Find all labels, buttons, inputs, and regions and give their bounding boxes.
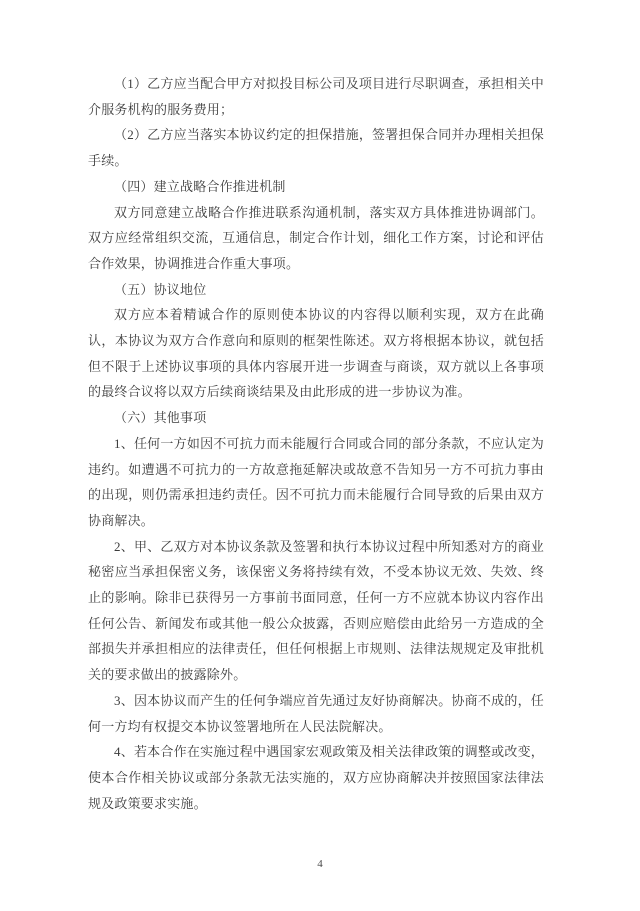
clause-paragraph: 1、任何一方如因不可抗力而未能履行合同或合同的部分条款，不应认定为违约。如遭遇不可抗力的一方故意拖延解决或故意不告知另一方不可抗力事由的出现，则仍需承担违约责任。因不可抗力而未能履行合同导致的后果由双方协商解决。 <box>88 435 544 528</box>
clause-paragraph: 3、因本协议而产生的任何争端应首先通过友好协商解决。协商不成的，任何一方均有权提交本协议签署地所在人民法院解决。 <box>88 692 544 734</box>
section-heading: （六）其他事项 <box>114 410 207 426</box>
clause-paragraph: 2、甲、乙双方对本协议条款及签署和执行本协议过程中所知悉对方的商业秘密应当承担保密义务，该保密义务将持续有效，不受本协议无效、失效、终止的影响。除非已获得另一方事前书面同意，任何一方不应就本协议内容作出任何公告、新闻发布或其他一般公众披露，否则应赔偿由此给另一方造成的全部损失并承担相应的法律责任，但任何根据上市规则、法律法规规定及审批机关的要求做出的披露除外。 <box>88 538 544 683</box>
clause-paragraph: 双方应本着精诚合作的原则使本协议的内容得以顺利实现，双方在此确认，本协议为双方合作意向和原则的框架性陈述。双方将根据本协议，就包括但不限于上述协议事项的具体内容展开进一步调查与商谈，双方就以上各事项的最终合议将以双方后续商谈结果及由此形成的进一步协议为准。 <box>88 307 544 400</box>
document-body <box>88 71 544 816</box>
section-heading: （五）协议地位 <box>114 281 207 297</box>
clause-paragraph: （1）乙方应当配合甲方对拟投目标公司及项目进行尽职调查，承担相关中介服务机构的服务费用； <box>88 76 544 117</box>
clause-paragraph: （2）乙方应当落实本协议约定的担保措施，签署担保合同并办理相关担保手续。 <box>88 127 544 169</box>
page-number: 4 <box>317 858 323 870</box>
clause-paragraph: 4、若本合作在实施过程中遇国家宏观政策及相关法律政策的调整或改变，使本合作相关协议或部分条款无法实施的，双方应协商解决并按照国家法律法规及政策要求实施。 <box>88 744 544 811</box>
clause-paragraph: 双方同意建立战略合作推进联系沟通机制，落实双方具体推进协调部门。双方应经常组织交流，互通信息，制定合作计划，细化工作方案，讨论和评估合作效果，协调推进合作重大事项。 <box>88 204 544 271</box>
section-heading: （四）建立战略合作推进机制 <box>114 178 286 194</box>
